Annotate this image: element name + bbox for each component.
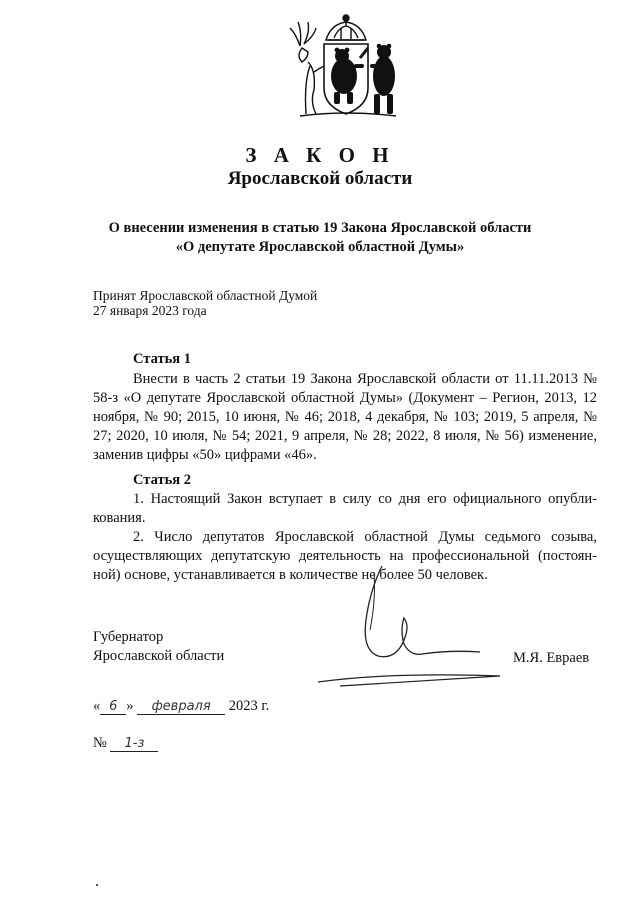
article-2-paragraph-1: 1. Настоящий Закон вступает в силу со дня его официального опубли-кования. bbox=[93, 491, 597, 526]
adoption-date: 27 января 2023 года bbox=[93, 303, 207, 318]
article-1-text: Внести в часть 2 статьи 19 Закона Ярославской области от 11.11.2013 № 58-з «О депутате Ярославской областной Думы» (Документ – Регион, 2013, 12 ноября, № 90; 2015, 10 июня, № 46; 2018, 4 декабря, № 103; 2019, 5 апреля, № 27; 2020, 10 июля, № 54; 2021, 9 апреля, № 28; 2022, 8 июля, № 56) изменение, заменив цифры «50» цифрами «46». bbox=[93, 371, 597, 463]
number-prefix: № bbox=[93, 735, 107, 751]
law-title: З А К О Н bbox=[245, 143, 395, 167]
date-day-handwritten: 6 bbox=[100, 699, 126, 715]
article-2-paragraph-2: 2. Число депутатов Ярославской областной Думы седьмого созыва, осуществляющих депутатскую деятельность на профессиональной (постоян-ной) основе, устанавливается в количестве не более 50 человек. bbox=[93, 529, 597, 583]
article-1-heading: Статья 1 bbox=[133, 351, 191, 367]
coat-of-arms-icon bbox=[286, 10, 406, 122]
article-2-heading: Статья 2 bbox=[133, 472, 191, 488]
signatory-position bbox=[93, 628, 224, 666]
date-month-handwritten: февраля bbox=[137, 699, 225, 715]
number-handwritten: 1-з bbox=[110, 736, 158, 752]
subject-line-1: О внесении изменения в статью 19 Закона Ярославской области bbox=[108, 220, 532, 236]
adoption-note bbox=[93, 288, 317, 318]
scan-speck bbox=[96, 884, 98, 886]
adoption-body: Принят Ярославской областной Думой bbox=[93, 288, 318, 303]
date-close-quote: » bbox=[126, 698, 134, 714]
handwritten-signature bbox=[300, 560, 510, 690]
signatory-name: М.Я. Евраев bbox=[513, 650, 590, 666]
date-open-quote: « bbox=[93, 698, 101, 714]
position-line-2: Ярославской области bbox=[93, 648, 225, 664]
law-number bbox=[93, 735, 158, 752]
subject-line-2: «О депутате Ярославской областной Думы» bbox=[175, 239, 465, 255]
law-subject bbox=[0, 219, 640, 257]
region-title: Ярославской области bbox=[227, 168, 413, 189]
date-year: 2023 г. bbox=[228, 698, 270, 714]
signing-date bbox=[93, 698, 269, 715]
position-line-1: Губернатор bbox=[93, 629, 164, 645]
